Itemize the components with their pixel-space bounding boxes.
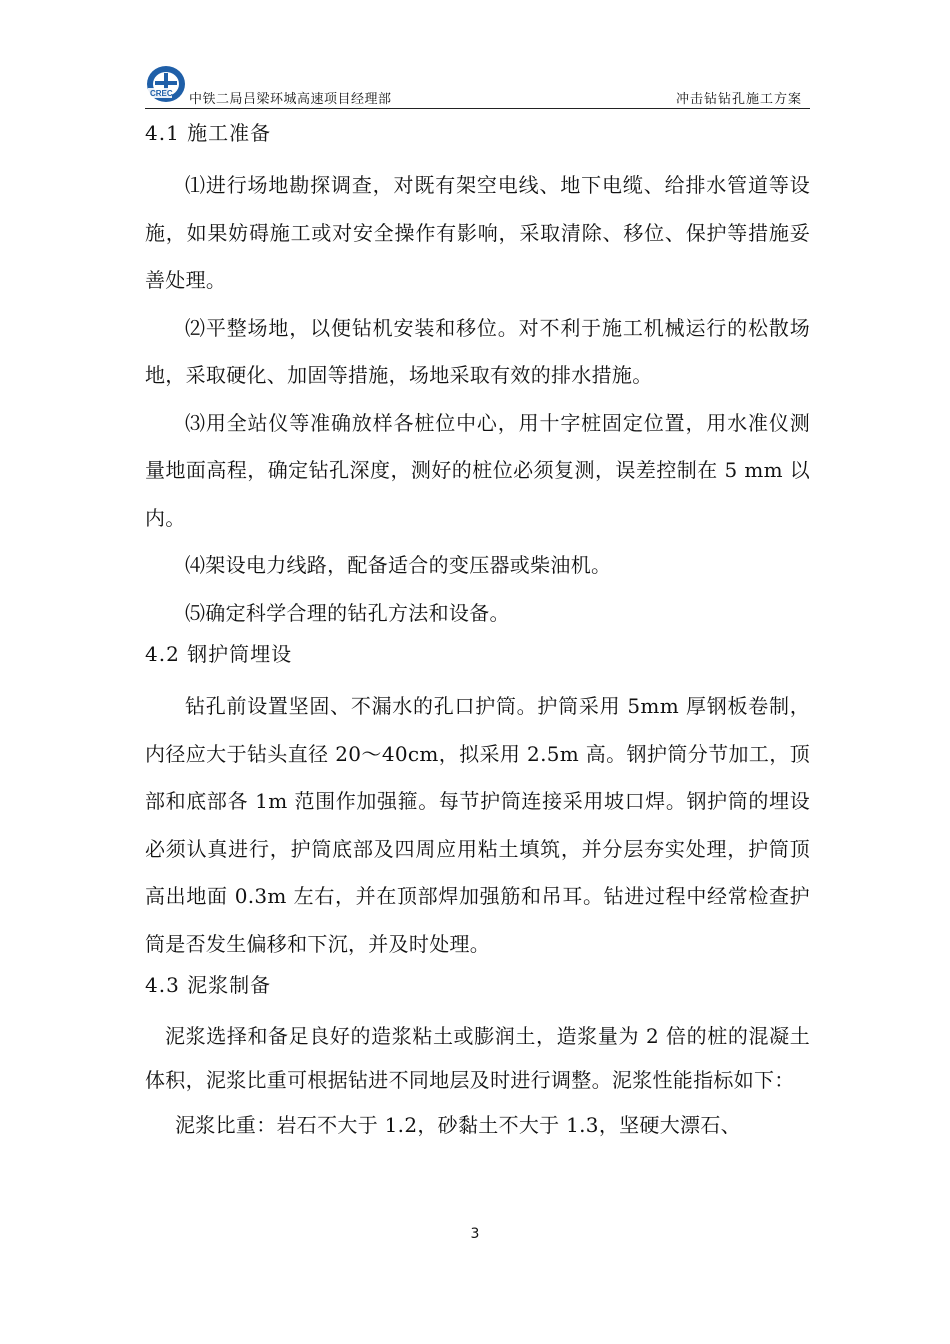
svg-text:CREC: CREC — [150, 89, 173, 98]
paragraph: ⑸确定科学合理的钻孔方法和设备。 — [185, 600, 510, 625]
page-number: 3 — [470, 1226, 480, 1242]
company-logo-icon — [145, 64, 187, 104]
header-doc-title: 冲击钻钻孔施工方案 — [675, 92, 802, 107]
section-heading: 4.1 施工准备 — [145, 121, 272, 145]
paragraph: ⑷架设电力线路，配备适合的变压器或柴油机。 — [185, 553, 612, 577]
header-org-name: 中铁二局吕梁环城高速项目经理部 — [189, 92, 392, 107]
section-heading: 4.3 泥浆制备 — [145, 973, 272, 997]
section-heading: 4.2 钢护筒埋设 — [145, 642, 293, 666]
paragraph: ⑵平整场地，以便钻机安装和移位。对不利于施工机械运行的松散场地，采取硬化、加固等措施，场地采取有效的排水措施。 — [145, 315, 810, 387]
paragraph: 泥浆选择和备足良好的造浆粘土或膨润土，造浆量为 2 倍的桩的混凝土体积，泥浆比重可根据钻进不同地层及时进行调整。泥浆性能指标如下： — [145, 1024, 810, 1092]
paragraph: 泥浆比重：岩石不大于 1.2，砂黏土不大于 1.3，坚硬大漂石、 — [175, 1113, 741, 1137]
paragraph: ⑶用全站仪等准确放样各桩位中心，用十字桩固定位置，用水准仪测量地面高程，确定钻孔深度，测好的桩位必须复测，误差控制在 5 mm 以内。 — [145, 410, 810, 530]
paragraph: ⑴进行场地勘探调查，对既有架空电线、地下电缆、给排水管道等设施，如果妨碍施工或对安全操作有影响，采取清除、移位、保护等措施妥善处理。 — [145, 173, 810, 292]
page-header — [145, 62, 810, 109]
paragraph: 钻孔前设置坚固、不漏水的孔口护筒。护筒采用 5mm 厚钢板卷制，内径应大于钻头直径 20～40cm，拟采用 2.5m 高。钢护筒分节加工，顶部和底部各 1m 范围作加强箍。每节护筒连接采用坡口焊。钢护筒的埋设必须认真进行，护筒底部及四周应用粘土填筑，并分层夯实处理，护筒顶高出地面 0.3m 左右，并在顶部焊加强筋和吊耳。钻进过程中经常检查护筒是否发生偏移和下沉，并及时处理。 — [145, 694, 810, 956]
document-body — [145, 112, 810, 1150]
